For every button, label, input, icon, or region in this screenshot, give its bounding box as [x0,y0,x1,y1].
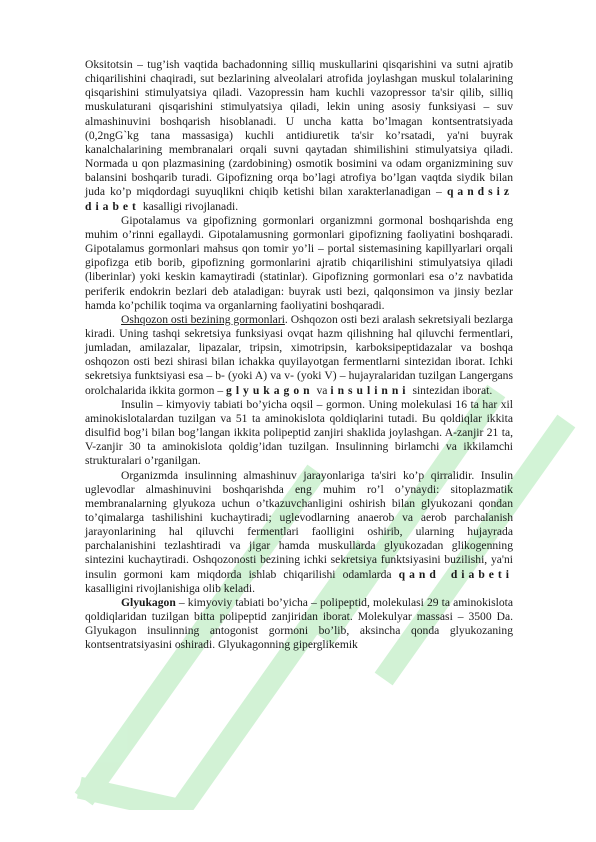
text-run: Gipotalamus va gipofizning gormonlari organizmni gormonal boshqarishda eng muhim o’rinni egallaydi. Gipotalamusning gormonlari gipofizning faoliyatini boshqaradi. Gipotalamus gormonlari mahsus qon tomir yo’li – portal sistemasining kapillyarlari orqali gipofizga etib borib, gipofizning gormonlarini ajratib chiqarilishini stimulyatsiya qiladi (liberinlar) yoki keskin kamaytiradi (statinlar). Gipofizning gormonlari esa o’z navbatida periferik endokrin bezlari deb ataladigan: buyrak usti bezi, qalqonsimon va jinsiy bezlar hamda ko’pchilik toqima va organlarning faoliyatini boshqaradi. [85,213,513,312]
paragraph [85,58,513,214]
emphasized-text: Glyukagon [121,595,176,609]
paragraph [85,313,513,398]
emphasized-text: Oshqozon osti bezining gormonlari [121,312,285,326]
text-run: va [313,383,331,397]
text-run: sintezidan iborat. [409,383,493,397]
emphasized-text: qandsiz diabet [85,185,513,213]
text-run: kasalligi rivojlanadi. [139,199,239,213]
text-run: kasalligini rivojlanishiga olib keladi. [85,581,256,595]
emphasized-text: insulinni [330,383,410,397]
text-run: Oksitotsin – tug’ish vaqtida bachadonning silliq muskullarini qisqarishini va sutni ajratib chiqarilishini chaqiradi, sut bezlarining alveolalari atrofida joylashgan muskul tolalarining qisqarishini stimulyatsiya qiladi. Vazopressin ham kuchli vazopressor ta'sir qilib, silliq muskulaturani qisqarishini stimulyatsiya qiladi, lekin uning asosiy funksiyasi – suv almashinuvini boshqarish hisoblanadi. U uncha katta bo’lmagan kontsentratsiyada (0,2ngG`kg tana massasiga) kuchli antidiuretik ta'sir ko’rsatadi, ya'ni buyrak kanalchalarining membranalari orqali suvni qaytadan shimilishini stimulyatsiya qiladi. Normada u qon plazmasining (zardobining) osmotik bosimini va odam organizmining suv balansini boshqarib turadi. Gipofizning orqa bo’lagi atrofiya bo’lgan vaqtda siydik bilan juda ko’p miqdordagi suyuqlikni chiqib ketishi bilan xarakterlanadigan – [85,58,513,199]
text-run: – kimyoviy tabiati bo’yicha – polipeptid, molekulasi 29 ta aminokislota qoldiqlaridan tuzilgan bitta polipeptid zanjiridan iborat. Molekulyar massasi – 3500 Da. Glyukagon insulinning antogonist gormoni bo’lib, aksincha qonda glyukozaning kontsentratsiyasini oshiradi. Glyukagonning giperglikemik [85,595,513,652]
paragraph [85,214,513,313]
paragraph [85,398,513,469]
paragraph [85,469,513,596]
emphasized-text: qand diabeti [398,567,513,581]
text-run: Organizmda insulinning almashinuv jarayonlariga ta'siri ko’p qirralidir. Insulin uglevodlar almashinuvini boshqarishda eng muhim ro’l o’ynaydi: sitoplazmatik membranalarning glyukoza uchun o’tkazuvchanligini oshirish bilan glyukozani qondan to’qimalarga tashilishini kuchaytiradi; uglevodlarning anaerob va aerob parchalanish jarayonlarining hal qiluvchi fermentlari faolligini oshirib, ularning hujayrada parchalanishini tezlashtiradi va jigar hamda muskullarda glyukozadan glikogenning sintezini kuchaytiradi. Oshqozonosti bezining ichki sekretsiya funktsiyasini buzilishi, ya'ni insulin gormoni kam miqdorda ishlab chiqarilishi odamlarda [85,468,513,581]
emphasized-text: glyukagon [226,383,314,397]
text-run: Insulin – kimyoviy tabiati bo’yicha oqsil – gormon. Uning molekulasi 16 ta har xil aminokislotalardan tuzilgan va 51 ta aminokislota qoldiqlarini tutadi. Bu qoldiqlar ikkita disulfid bog’i bilan bog’langan ikkita polipeptid zanjiri shaklida joylashgan. A-zanjir 21 ta, V-zanjir 30 ta aminokislota qoldig’idan tuzilgan. Insulinning birlamchi va ikkilamchi strukturalari o’rganilgan. [85,397,513,468]
document-body [85,58,513,653]
text-run: . Oshqozon osti bezi aralash sekretsiyali bezlarga kiradi. Uning tashqi sekretsiya funksiyasi ovqat hazm qilishning hal qiluvchi fermentlari, jumladan, amilazalar, lipazalar, tripsin, ximotripsin, karboksipeptidazalar va boshqa oshqozon osti bezi shirasi bilan ichakka quyilayotgan fermentlarni sintezidan iborat. Ichki sekretsiya funktsiyasi esa – b- (yoki A) va v- (yoki V) – hujayralaridan tuzilgan Langergans orolchalarida ikkita gormon – [85,312,513,397]
paragraph [85,596,513,653]
